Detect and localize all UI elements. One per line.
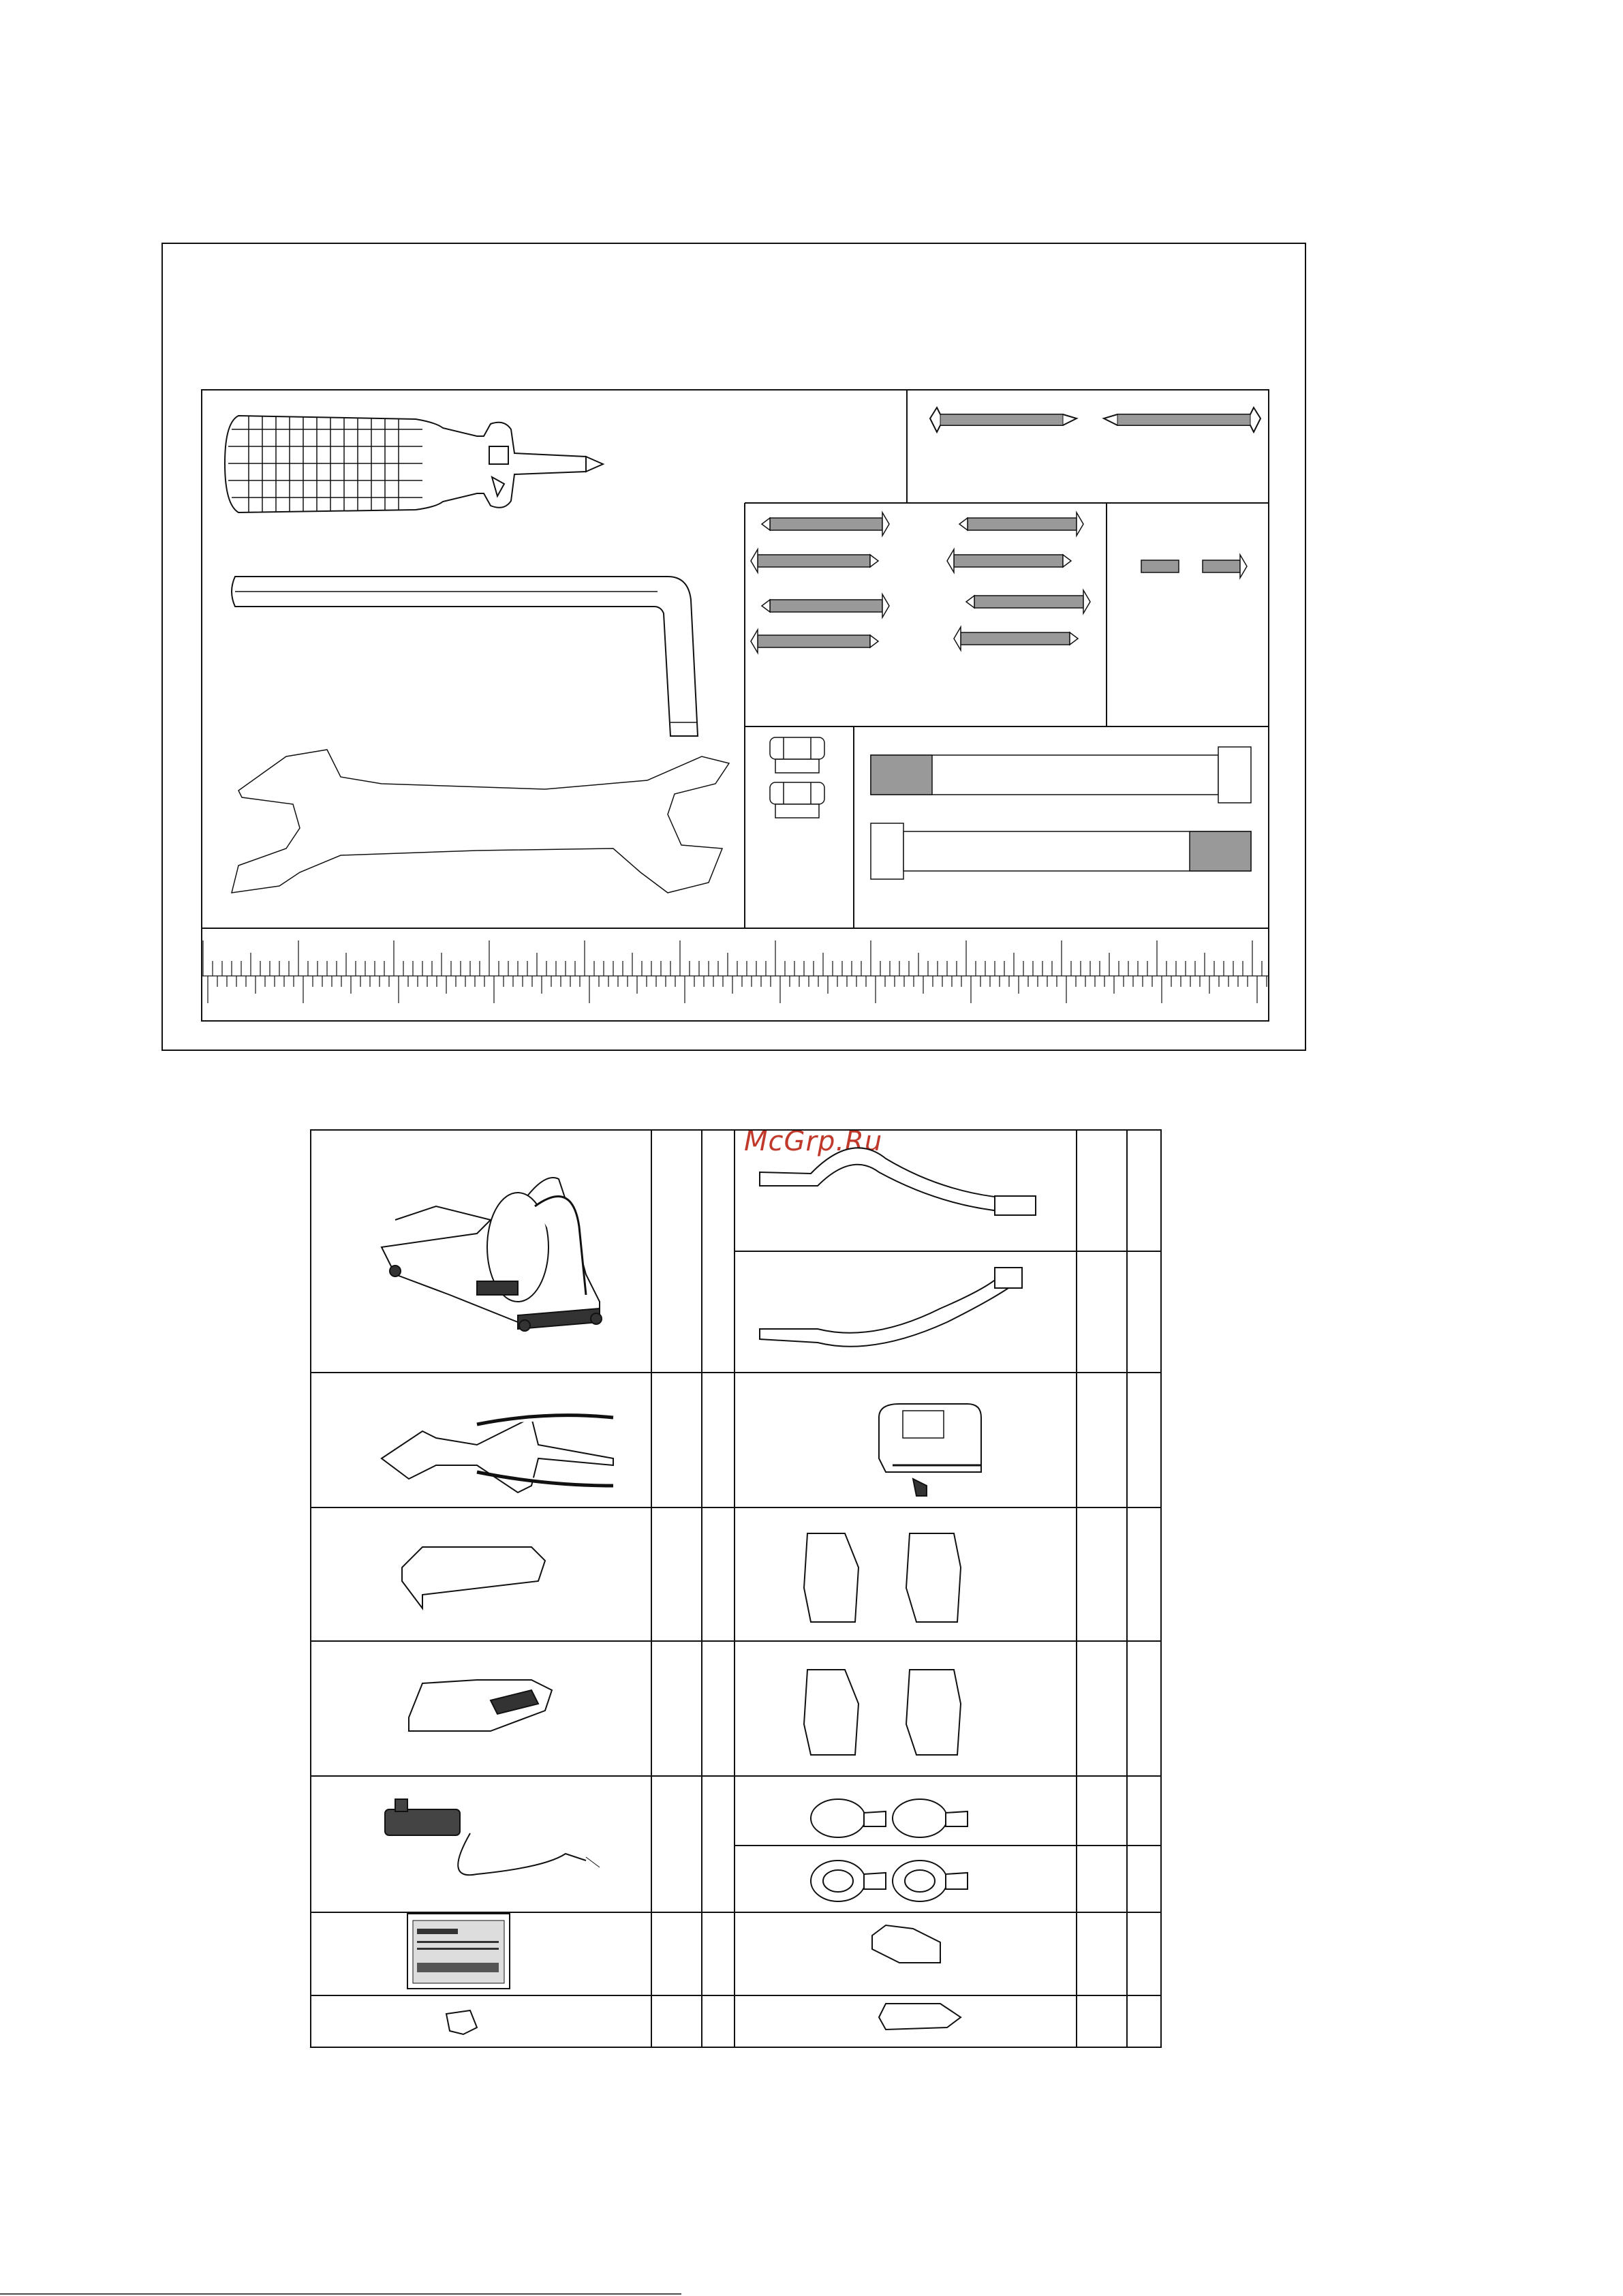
short-bolt [1141, 555, 1247, 578]
long-screw [930, 408, 1261, 432]
cover-a [402, 1547, 545, 1608]
cover-b [409, 1680, 552, 1731]
console [879, 1404, 981, 1496]
screwdriver-icon [225, 416, 603, 512]
open-wrench-icon [232, 750, 729, 893]
small-cap [446, 2010, 477, 2034]
axle-bolt [871, 747, 1251, 879]
round-caps-a [811, 1799, 968, 1837]
joint-cover-b [879, 2004, 961, 2030]
round-caps-b [811, 1861, 968, 1901]
side-covers-inner [804, 1670, 961, 1755]
side-covers-outer [804, 1533, 961, 1622]
elliptical-frame [382, 1178, 602, 1331]
power-adapter [385, 1799, 600, 1875]
button-screw [751, 512, 1090, 653]
hardware-sheet [162, 243, 1305, 1050]
joint-cover-a [872, 1925, 940, 1963]
upper-arm-right [760, 1148, 1036, 1215]
watermark-text: McGrp.Ru [744, 1126, 883, 1157]
manual-sheet [407, 1914, 510, 1989]
handlebar-assembly [382, 1415, 613, 1493]
lock-nut [770, 737, 824, 818]
upper-arm-left [760, 1268, 1022, 1347]
scale-ruler [202, 940, 1269, 1003]
hex-key-icon [232, 577, 698, 736]
